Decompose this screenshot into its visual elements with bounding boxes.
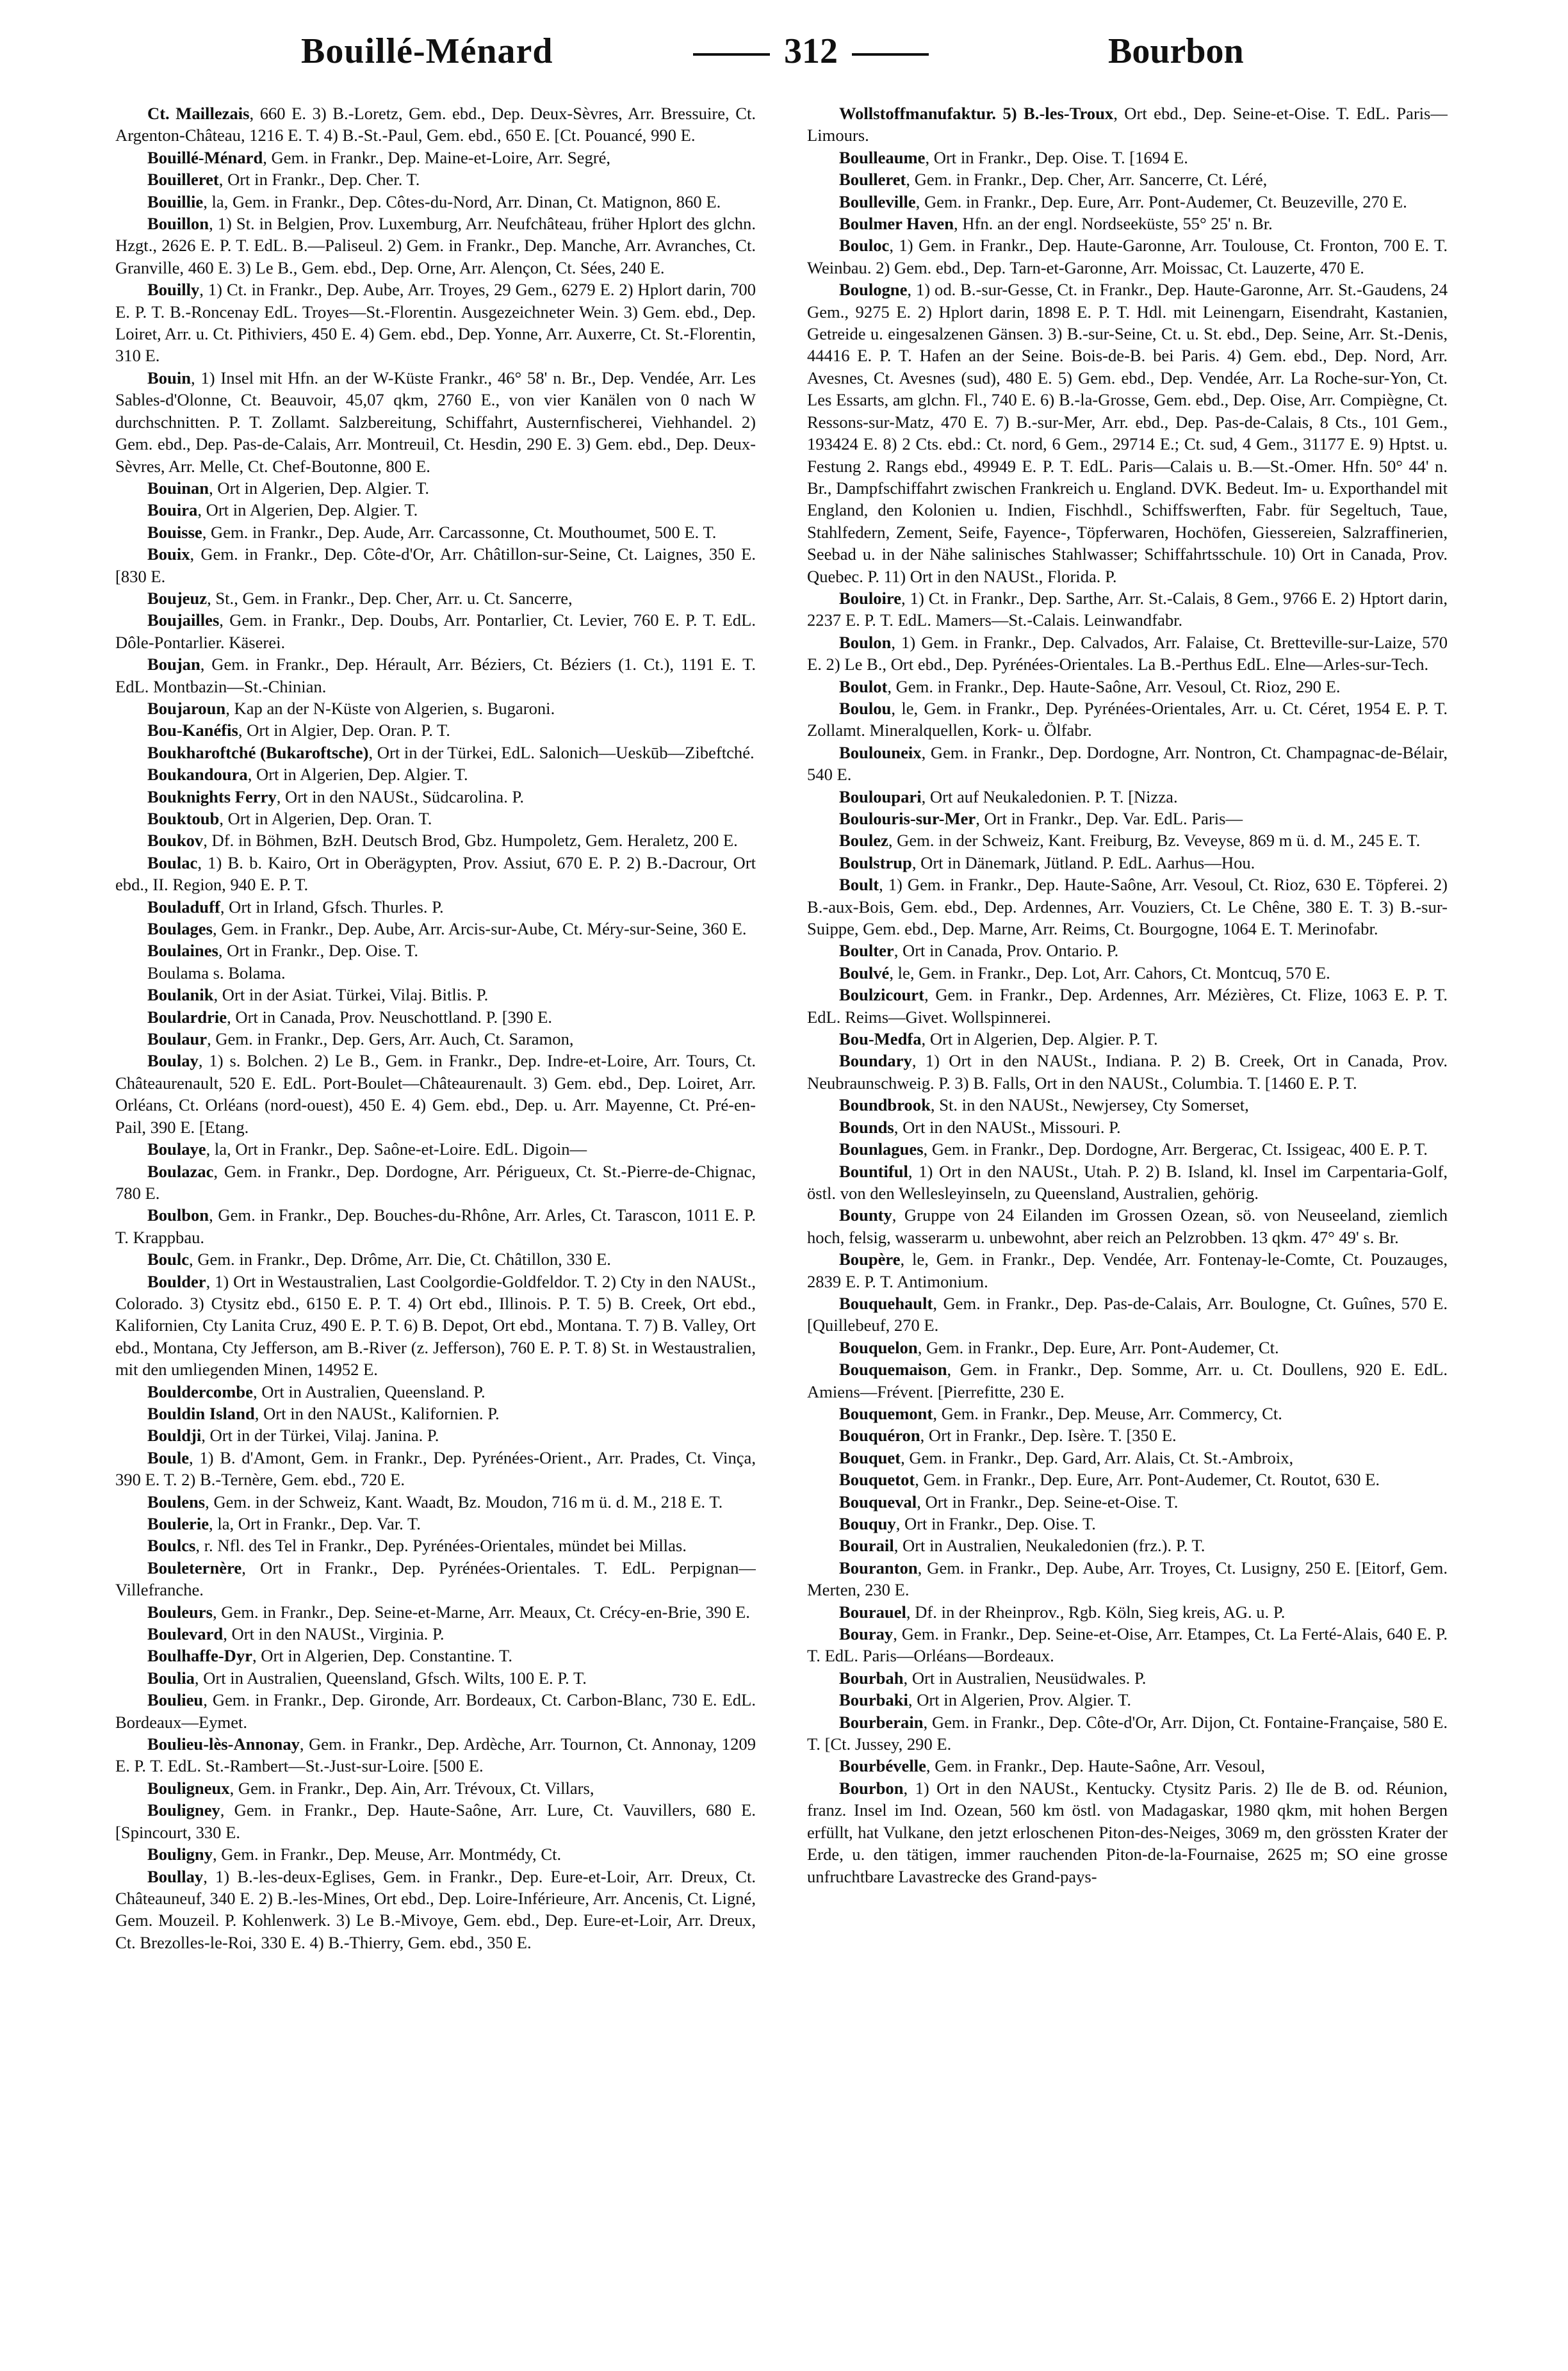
dictionary-entry: Bouquehault, Gem. in Frankr., Dep. Pas-de-Calais, Arr. Boulogne, Ct. Guînes, 570 E. [Quillebeuf, 270 E.: [807, 1293, 1448, 1335]
dictionary-entry: Bouligneux, Gem. in Frankr., Dep. Ain, Arr. Trévoux, Ct. Villars,: [147, 1778, 594, 1798]
dictionary-entry: Bou-Medfa, Ort in Algerien, Dep. Algier. P. T.: [839, 1029, 1158, 1049]
dictionary-entry: Boulouris-sur-Mer, Ort in Frankr., Dep. Var. EdL. Paris—: [839, 809, 1243, 828]
page-number-block: [679, 31, 943, 72]
dictionary-entry: Boulcs, r. Nfl. des Tel in Frankr., Dep. Pyrénées-Orientales, mündet bei Millas.: [147, 1536, 687, 1556]
dictionary-entry: Boukharoftché (Bukaroftsche), Ort in der Türkei, EdL. Salonich—Ueskūb—Zibeftché.: [147, 742, 755, 762]
dictionary-entry: Bourail, Ort in Australien, Neukaledonien (frz.). P. T.: [839, 1536, 1205, 1556]
dictionary-entry: Bourbon, 1) Ort in den NAUSt., Kentucky. Ctysitz Paris. 2) Ile de B. od. Réunion, franz. Insel im Ind. Ozean, 560 km östl. von Madagaskar, 1980 qkm, mit hohen Bergen erfüllt, hat Vulkane, den jetzt erloschenen Piton-des-Neiges, 3069 m, den grössten Krater der Erde, u. den tätigen, immer rauchenden Piton-de-la-Fournaise, 2625 m; SO eine grosse unfruchtbare Lavastrecke des Grand-pays-: [807, 1778, 1448, 1886]
dictionary-entry: Boulaines, Ort in Frankr., Dep. Oise. T.: [147, 941, 419, 961]
dictionary-entry: Bountiful, 1) Ort in den NAUSt., Utah. P. 2) B. Island, kl. Insel im Carpentaria-Golf, östl. von den Wellesleyinseln, zu Queensland, Australien, gehörig.: [807, 1161, 1448, 1203]
left-column: [115, 102, 756, 2357]
dictionary-entry: Bouldercombe, Ort in Australien, Queensland. P.: [147, 1381, 486, 1401]
dictionary-entry: Boullay, 1) B.-les-deux-Eglises, Gem. in Frankr., Dep. Eure-et-Loir, Arr. Dreux, Ct. Châteauneuf, 340 E. 2) B.-les-Mines, Ort ebd., Dep. Loire-Inférieure, Arr. Ancenis, Ct. Ligné, Gem. Mouzeil. P. Kohlenwerk. 3) Le B.-Mivoye, Gem. ebd., Dep. Eure-et-Loir, Arr. Dreux, Ct. Brezolles-le-Roi, 330 E. 4) B.-Thierry, Gem. ebd., 350 E.: [115, 1866, 756, 1952]
dictionary-entry: Ct. Maillezais, 660 E. 3) B.-Loretz, Gem. ebd., Dep. Deux-Sèvres, Arr. Bressuire, Ct. Argenton-Château, 1216 E. T. 4) B.-St.-Paul, Gem. ebd., 650 E. [Ct. Pouancé, 990 E.: [115, 104, 756, 145]
dictionary-entry: Boulleret, Gem. in Frankr., Dep. Cher, Arr. Sancerre, Ct. Léré,: [839, 170, 1268, 190]
dictionary-entry: Bouleurs, Gem. in Frankr., Dep. Seine-et-Marne, Arr. Meaux, Ct. Crécy-en-Brie, 390 E.: [147, 1602, 750, 1622]
dictionary-entry: Bourbah, Ort in Australien, Neusüdwales. P.: [839, 1668, 1147, 1688]
dictionary-entry: Bouquéron, Ort in Frankr., Dep. Isère. T. [350 E.: [839, 1426, 1177, 1446]
dictionary-entry: Boundary, 1) Ort in den NAUSt., Indiana. P. 2) B. Creek, Ort in Canada, Prov. Neubraunschweig. P. 3) B. Falls, Ort in den NAUSt., Columbia. T. [1460 E. P. T.: [807, 1051, 1448, 1093]
dictionary-entry: Boujeuz, St., Gem. in Frankr., Dep. Cher, Arr. u. Ct. Sancerre,: [147, 588, 573, 608]
dictionary-entry: Bouisse, Gem. in Frankr., Dep. Aude, Arr. Carcassonne, Ct. Mouthoumet, 500 E. T.: [147, 522, 717, 542]
dictionary-entry: Boulevard, Ort in den NAUSt., Virginia. P.: [147, 1624, 445, 1644]
dictionary-entry: Bouillé-Ménard, Gem. in Frankr., Dep. Maine-et-Loire, Arr. Segré,: [147, 147, 611, 167]
dictionary-entry: Bourberain, Gem. in Frankr., Dep. Côte-d'Or, Arr. Dijon, Ct. Fontaine-Française, 580 E. T. [Ct. Jussey, 290 E.: [807, 1712, 1448, 1754]
dictionary-entry: Boulleaume, Ort in Frankr., Dep. Oise. T. [1694 E.: [839, 147, 1188, 167]
dictionary-entry: Boulhaffe-Dyr, Ort in Algerien, Dep. Constantine. T.: [147, 1646, 512, 1666]
dictionary-entry: Boulder, 1) Ort in Westaustralien, Last Coolgordie-Goldfeldor. T. 2) Cty in den NAUSt., Colorado. 3) Ctysitz ebd., 6150 E. P. T. 4) Ort ebd., Illinois. P. T. 5) B. Creek, Ort ebd., Kalifornien, Cty Lanita Cruz, 490 E. P. T. 6) B. Depot, Ort ebd., Montana. T. 7) B. Valley, Ort ebd., Montana, Cty Jefferson, am B.-River (z. Jefferson), 760 E. P. T. 8) St. in Westaustralien, mit den umliegenden Minen, 14952 E.: [115, 1271, 756, 1380]
dictionary-entry: Bouloc, 1) Gem. in Frankr., Dep. Haute-Garonne, Arr. Toulouse, Ct. Fronton, 700 E. T. Weinbau. 2) Gem. ebd., Dep. Tarn-et-Garonne, Arr. Moissac, Ct. Lauzerte, 470 E.: [807, 236, 1448, 277]
dictionary-entry: Boujaroun, Kap an der N-Küste von Algerien, s. Bugaroni.: [147, 698, 555, 718]
dictionary-entry: Boulay, 1) s. Bolchen. 2) Le B., Gem. in Frankr., Dep. Indre-et-Loire, Arr. Tours, Ct. Châteaurenault, 520 E. EdL. Port-Boulet—Châteaurenault. 3) Gem. ebd., Dep. Loiret, Arr. Orléans, Ct. Orléans (nord-ouest), 450 E. 4) Gem. ebd., Dep. u. Arr. Mayenne, Ct. Pré-en-Pail, 390 E. [Etang.: [115, 1051, 756, 1137]
dictionary-entry: Boulages, Gem. in Frankr., Dep. Aube, Arr. Arcis-sur-Aube, Ct. Méry-sur-Seine, 360 E.: [147, 919, 747, 939]
dictionary-entry: Bouin, 1) Insel mit Hfn. an der W-Küste Frankr., 46° 58' n. Br., Dep. Vendée, Arr. Les Sables-d'Olonne, Ct. Beauvoir, 45,07 qkm, 2760 E., von vier Kanälen von 0 nach W durchschnitten. P. T. Zollamt. Salzbereitung, Schiffahrt, Austernfischerei, Viehhandel. 2) Gem. ebd., Dep. Pas-de-Calais, Arr. Montreuil, Ct. Hesdin, 290 E. 3) Gem. ebd., Dep. Deux-Sèvres, Arr. Melle, Ct. Chef-Boutonne, 800 E.: [115, 368, 756, 476]
dictionary-entry: Boulstrup, Ort in Dänemark, Jütland. P. EdL. Aarhus—Hou.: [839, 852, 1255, 872]
dictionary-entry: Bouranton, Gem. in Frankr., Dep. Aube, Arr. Troyes, Ct. Lusigny, 250 E. [Eitorf, Gem. Merten, 230 E.: [807, 1558, 1448, 1600]
dictionary-entry: Boulieu, Gem. in Frankr., Dep. Gironde, Arr. Bordeaux, Ct. Carbon-Blanc, 730 E. EdL. Bordeaux—Eymet.: [115, 1690, 756, 1732]
dictionary-entry: Boundbrook, St. in den NAUSt., Newjersey, Cty Somerset,: [839, 1095, 1249, 1115]
dictionary-entry: Boulou, le, Gem. in Frankr., Dep. Pyrénées-Orientales, Arr. u. Ct. Céret, 1954 E. P. T. Zollamt. Mineralquellen, Kork- u. Ölfabr.: [807, 698, 1448, 740]
dictionary-entry: Boulaur, Gem. in Frankr., Dep. Gers, Arr. Auch, Ct. Saramon,: [147, 1029, 574, 1049]
page-header: [192, 31, 1281, 90]
dictionary-entry: Bouligney, Gem. in Frankr., Dep. Haute-Saône, Arr. Lure, Ct. Vauvillers, 680 E. [Spincourt, 330 E.: [115, 1800, 756, 1842]
dictionary-entry: Boulanik, Ort in der Asiat. Türkei, Vilaj. Bitlis. P.: [147, 985, 489, 1005]
dictionary-entry: Bouquemaison, Gem. in Frankr., Dep. Somme, Arr. u. Ct. Doullens, 920 E. EdL. Amiens—Frévent. [Pierrefitte, 230 E.: [807, 1360, 1448, 1401]
dictionary-entry: Bounds, Ort in den NAUSt., Missouri. P.: [839, 1117, 1121, 1137]
dictionary-entry: Boulez, Gem. in der Schweiz, Kant. Freiburg, Bz. Veveyse, 869 m ü. d. M., 245 E. T.: [839, 831, 1421, 851]
header-dash-right: [852, 53, 929, 56]
dictionary-entry: Boukandoura, Ort in Algerien, Dep. Algier. T.: [147, 765, 468, 785]
header-dash-left: [693, 53, 770, 56]
dictionary-entry: Bounty, Gruppe von 24 Eilanden im Grossen Ozean, sö. von Neuseeland, ziemlich hoch, felsig, wasserarm u. unbewohnt, aber reich an Pelzrobben. 13 qkm. 47° 49' s. Br.: [807, 1205, 1448, 1247]
right-column: [807, 102, 1448, 2357]
dictionary-entry: Bouquetot, Gem. in Frankr., Dep. Eure, Arr. Pont-Audemer, Ct. Routot, 630 E.: [839, 1470, 1380, 1490]
dictionary-entry: Boulon, 1) Gem. in Frankr., Dep. Calvados, Arr. Falaise, Ct. Bretteville-sur-Laize, 570 E. 2) Le B., Ort ebd., Dep. Pyrénées-Orientales. La B.-Perthus EdL. Elne—Arles-sur-Tech.: [807, 632, 1448, 674]
dictionary-entry: Boujan, Gem. in Frankr., Dep. Hérault, Arr. Béziers, Ct. Béziers (1. Ct.), 1191 E. T. EdL. Montbazin—St.-Chinian.: [115, 655, 756, 696]
dictionary-entry: Boulieu-lès-Annonay, Gem. in Frankr., Dep. Ardèche, Arr. Tournon, Ct. Annonay, 1209 E. P. T. EdL. St.-Rambert—St.-Just-sur-Loire. [500 E.: [115, 1734, 756, 1776]
dictionary-entry: Boule, 1) B. d'Amont, Gem. in Frankr., Dep. Pyrénées-Orient., Arr. Prades, Ct. Vinça, 390 E. T. 2) B.-Ternère, Gem. ebd., 720 E.: [115, 1447, 756, 1490]
dictionary-entry: Bouleternère, Ort in Frankr., Dep. Pyrénées-Orientales. T. EdL. Perpignan—Villefranche.: [115, 1558, 756, 1600]
dictionary-entry: Boulvé, le, Gem. in Frankr., Dep. Lot, Arr. Cahors, Ct. Montcuq, 570 E.: [839, 963, 1330, 982]
dictionary-entry: Boulleville, Gem. in Frankr., Dep. Eure, Arr. Pont-Audemer, Ct. Beuzeville, 270 E.: [839, 191, 1407, 211]
dictionary-entry: Bouloire, 1) Ct. in Frankr., Dep. Sarthe, Arr. St.-Calais, 8 Gem., 9766 E. 2) Hptort darin, 2237 E. P. T. EdL. Mamers—St.-Calais. Leinwandfabr.: [807, 588, 1448, 630]
dictionary-entry: Boulouneix, Gem. in Frankr., Dep. Dordogne, Arr. Nontron, Ct. Champagnac-de-Bélair, 540 E.: [807, 742, 1448, 785]
dictionary-entry: Boult, 1) Gem. in Frankr., Dep. Haute-Saône, Arr. Vesoul, Ct. Rioz, 630 E. Töpferei. 2) B.-aux-Bois, Gem. ebd., Dep. Ardennes, Arr. Vouziers, Ct. Le Chêne, 380 E. T. 3) B.-sur-Suippe, Gem. ebd., Dep. Marne, Arr. Reims, Ct. Bourgogne, 1064 E. T. Merinofabr.: [807, 875, 1448, 939]
dictionary-entry: Boulot, Gem. in Frankr., Dep. Haute-Saône, Arr. Vesoul, Ct. Rioz, 290 E.: [839, 676, 1341, 696]
dictionary-entry: Boulter, Ort in Canada, Prov. Ontario. P.: [839, 941, 1119, 961]
dictionary-entry: Boulmer Haven, Hfn. an der engl. Nordseeküste, 55° 25' n. Br.: [839, 214, 1273, 234]
dictionary-entry: Bourbévelle, Gem. in Frankr., Dep. Haute-Saône, Arr. Vesoul,: [839, 1756, 1265, 1776]
dictionary-entry: Bouilly, 1) Ct. in Frankr., Dep. Aube, Arr. Troyes, 29 Gem., 6279 E. 2) Hplort darin, 700 E. P. T. B.-Roncenay EdL. Troyes—St.-Florentin. Ausgezeichneter Wein. 3) Gem. ebd., Dep. Loiret, Arr. u. Ct. Pithiviers, 450 E. 4) Gem. ebd., Dep. Yonne, Arr. Auxerre, Ct. St.-Florentin, 310 E.: [115, 280, 756, 366]
dictionary-entry: Bouquy, Ort in Frankr., Dep. Oise. T.: [839, 1514, 1096, 1533]
dictionary-entry: Bouillon, 1) St. in Belgien, Prov. Luxemburg, Arr. Neufchâteau, früher Hplort des glchn. Hzgt., 2626 E. P. T. EdL. B.—Paliseul. 2) Gem. in Frankr., Dep. Manche, Arr. Avranches, Ct. Granville, 460 E. 3) Le B., Gem. ebd., Dep. Orne, Arr. Alençon, Ct. Sées, 240 E.: [115, 214, 756, 277]
dictionary-entry: Boulbon, Gem. in Frankr., Dep. Bouches-du-Rhône, Arr. Arles, Ct. Tarascon, 1011 E. P. T. Krappbau.: [115, 1205, 756, 1247]
dictionary-entry: Bouinan, Ort in Algerien, Dep. Algier. T.: [147, 478, 430, 498]
dictionary-entry: Boulac, 1) B. b. Kairo, Ort in Oberägypten, Prov. Assiut, 670 E. P. 2) B.-Dacrour, Ort ebd., II. Region, 940 E. P. T.: [115, 852, 756, 895]
dictionary-entry: Bouilleret, Ort in Frankr., Dep. Cher. T.: [147, 170, 420, 190]
dictionary-entry: Boupère, le, Gem. in Frankr., Dep. Vendée, Arr. Fontenay-le-Comte, Ct. Pouzauges, 2839 E. P. T. Antimonium.: [807, 1250, 1448, 1291]
header-right-keyword: Bourbon: [1108, 31, 1244, 71]
dictionary-entry: Bouldin Island, Ort in den NAUSt., Kalifornien. P.: [147, 1403, 500, 1423]
dictionary-entry: Bouray, Gem. in Frankr., Dep. Seine-et-Oise, Arr. Etampes, Ct. La Ferté-Alais, 640 E. P. T. EdL. Paris—Orléans—Bordeaux.: [807, 1624, 1448, 1666]
dictionary-entry: Bouquet, Gem. in Frankr., Dep. Gard, Arr. Alais, Ct. St.-Ambroix,: [839, 1447, 1294, 1467]
dictionary-entry: Boulazac, Gem. in Frankr., Dep. Dordogne, Arr. Périgueux, Ct. St.-Pierre-de-Chignac, 780 E.: [115, 1161, 756, 1203]
dictionary-entry: Bouldji, Ort in der Türkei, Vilaj. Janina. P.: [147, 1426, 439, 1446]
dictionary-entry: Bou-Kanéfis, Ort in Algier, Dep. Oran. P. T.: [147, 721, 450, 740]
dictionary-entry: Bouligny, Gem. in Frankr., Dep. Meuse, Arr. Montmédy, Ct.: [147, 1845, 562, 1864]
header-left-keyword: Bouillé-Ménard: [301, 31, 553, 71]
dictionary-entry: Boulc, Gem. in Frankr., Dep. Drôme, Arr. Die, Ct. Châtillon, 330 E.: [147, 1250, 611, 1269]
dictionary-entry: Boulama s. Bolama.: [147, 963, 286, 982]
dictionary-entry: Bounlagues, Gem. in Frankr., Dep. Dordogne, Arr. Bergerac, Ct. Issigeac, 400 E. P. T.: [839, 1139, 1428, 1159]
dictionary-entry: Boulerie, la, Ort in Frankr., Dep. Var. T.: [147, 1514, 421, 1533]
dictionary-entry: Boujailles, Gem. in Frankr., Dep. Doubs, Arr. Pontarlier, Ct. Levier, 760 E. P. T. EdL. Dôle-Pontarlier. Käserei.: [115, 610, 756, 652]
dictionary-entry: Bouktoub, Ort in Algerien, Dep. Oran. T.: [147, 809, 432, 828]
dictionary-entry: Bouira, Ort in Algerien, Dep. Algier. T.: [147, 500, 418, 520]
dictionary-entry: Bouillie, la, Gem. in Frankr., Dep. Côtes-du-Nord, Arr. Dinan, Ct. Matignon, 860 E.: [147, 191, 721, 211]
dictionary-entry: Bouknights Ferry, Ort in den NAUSt., Südcarolina. P.: [147, 786, 525, 806]
dictionary-entry: Bouquemont, Gem. in Frankr., Dep. Meuse, Arr. Commercy, Ct.: [839, 1403, 1282, 1423]
dictionary-entry: Wollstoffmanufaktur. 5) B.-les-Troux, Ort ebd., Dep. Seine-et-Oise. T. EdL. Paris—Limours.: [807, 104, 1448, 145]
dictionary-entry: Bouloupari, Ort auf Neukaledonien. P. T. [Nizza.: [839, 786, 1178, 806]
dictionary-entry: Boulardrie, Ort in Canada, Prov. Neuschottland. P. [390 E.: [147, 1007, 553, 1027]
dictionary-entry: Boulzicourt, Gem. in Frankr., Dep. Ardennes, Arr. Mézières, Ct. Flize, 1063 E. P. T. EdL. Reims—Givet. Wollspinnerei.: [807, 985, 1448, 1027]
dictionary-entry: Bouladuff, Ort in Irland, Gfsch. Thurles. P.: [147, 897, 444, 917]
page-number: 312: [784, 31, 838, 71]
dictionary-entry: Bourauel, Df. in der Rheinprov., Rgb. Köln, Sieg kreis, AG. u. P.: [839, 1602, 1286, 1622]
dictionary-entry: Boukov, Df. in Böhmen, BzH. Deutsch Brod, Gbz. Humpoletz, Gem. Heraletz, 200 E.: [147, 831, 738, 851]
dictionary-entry: Bouqueval, Ort in Frankr., Dep. Seine-et-Oise. T.: [839, 1492, 1179, 1511]
dictionary-entry: Boulaye, la, Ort in Frankr., Dep. Saône-et-Loire. EdL. Digoin—: [147, 1139, 587, 1159]
dictionary-entry: Boulia, Ort in Australien, Queensland, Gfsch. Wilts, 100 E. P. T.: [147, 1668, 587, 1688]
dictionary-entry: Bouix, Gem. in Frankr., Dep. Côte-d'Or, Arr. Châtillon-sur-Seine, Ct. Laignes, 350 E. [830 E.: [115, 544, 756, 586]
dictionary-entry: Boulens, Gem. in der Schweiz, Kant. Waadt, Bz. Moudon, 716 m ü. d. M., 218 E. T.: [147, 1492, 723, 1511]
dictionary-entry: Bourbaki, Ort in Algerien, Prov. Algier. T.: [839, 1690, 1132, 1710]
dictionary-entry: Bouquelon, Gem. in Frankr., Dep. Eure, Arr. Pont-Audemer, Ct.: [839, 1337, 1279, 1357]
dictionary-entry: Boulogne, 1) od. B.-sur-Gesse, Ct. in Frankr., Dep. Haute-Garonne, Arr. St.-Gaudens, 24 Gem., 9275 E. 2) Hplort darin, 1898 E. P. T. Hdl. mit Leinengarn, Eisendraht, Kastanien, Getreide u. eingesalzenen Gänsen. 3) B.-sur-Seine, Ct. u. St. ebd., Dep. Seine, Arr. St.-Denis, 44416 E. P. T. Hafen an der Seine. Bois-de-B. bei Paris. 4) Gem. ebd., Dep. Nord, Arr. Avesnes, Ct. Avesnes (sud), 480 E. 5) Gem. ebd., Dep. Vendée, Arr. La Roche-sur-Yon, Ct. Les Essarts, am glchn. Fl., 740 E. 6) B.-la-Grosse, Gem. ebd., Dep. Oise, Arr. Compiègne, Ct. Ressons-sur-Matz, 470 E. 7) B.-sur-Mer, Arr. ebd., Dep. Pas-de-Calais, 8 Cts., 101 Gem., 193424 E. 8) 2 Cts. ebd.: Ct. nord, 6 Gem., 29714 E.; Ct. sud, 4 Gem., 31177 E. 9) Hptst. u. Festung 2. Rangs ebd., 49949 E. P. T. EdL. Paris—Calais u. B.—St.-Omer. Hfn. 50° 44' n. Br., Dampfschiffahrt zwischen Frankreich u. England. DVK. Bedeut. Im- u. Exporthandel mit England, den Kolonien u. Indien, Fischhdl., Schiffswerften, Fabr. für Segeltuch, Taue, Stahlfedern, Zement, Seife, Fayence-, Töpferwaren, Hochöfen, Giessereien, Salzraffinerien, Seebad u. in der Nähe salinisches Stahlwasser; Schiffahrtsschule. 10) Ort in Canada, Prov. Quebec. P. 11) Ort in den NAUSt., Florida. P.: [807, 280, 1448, 586]
